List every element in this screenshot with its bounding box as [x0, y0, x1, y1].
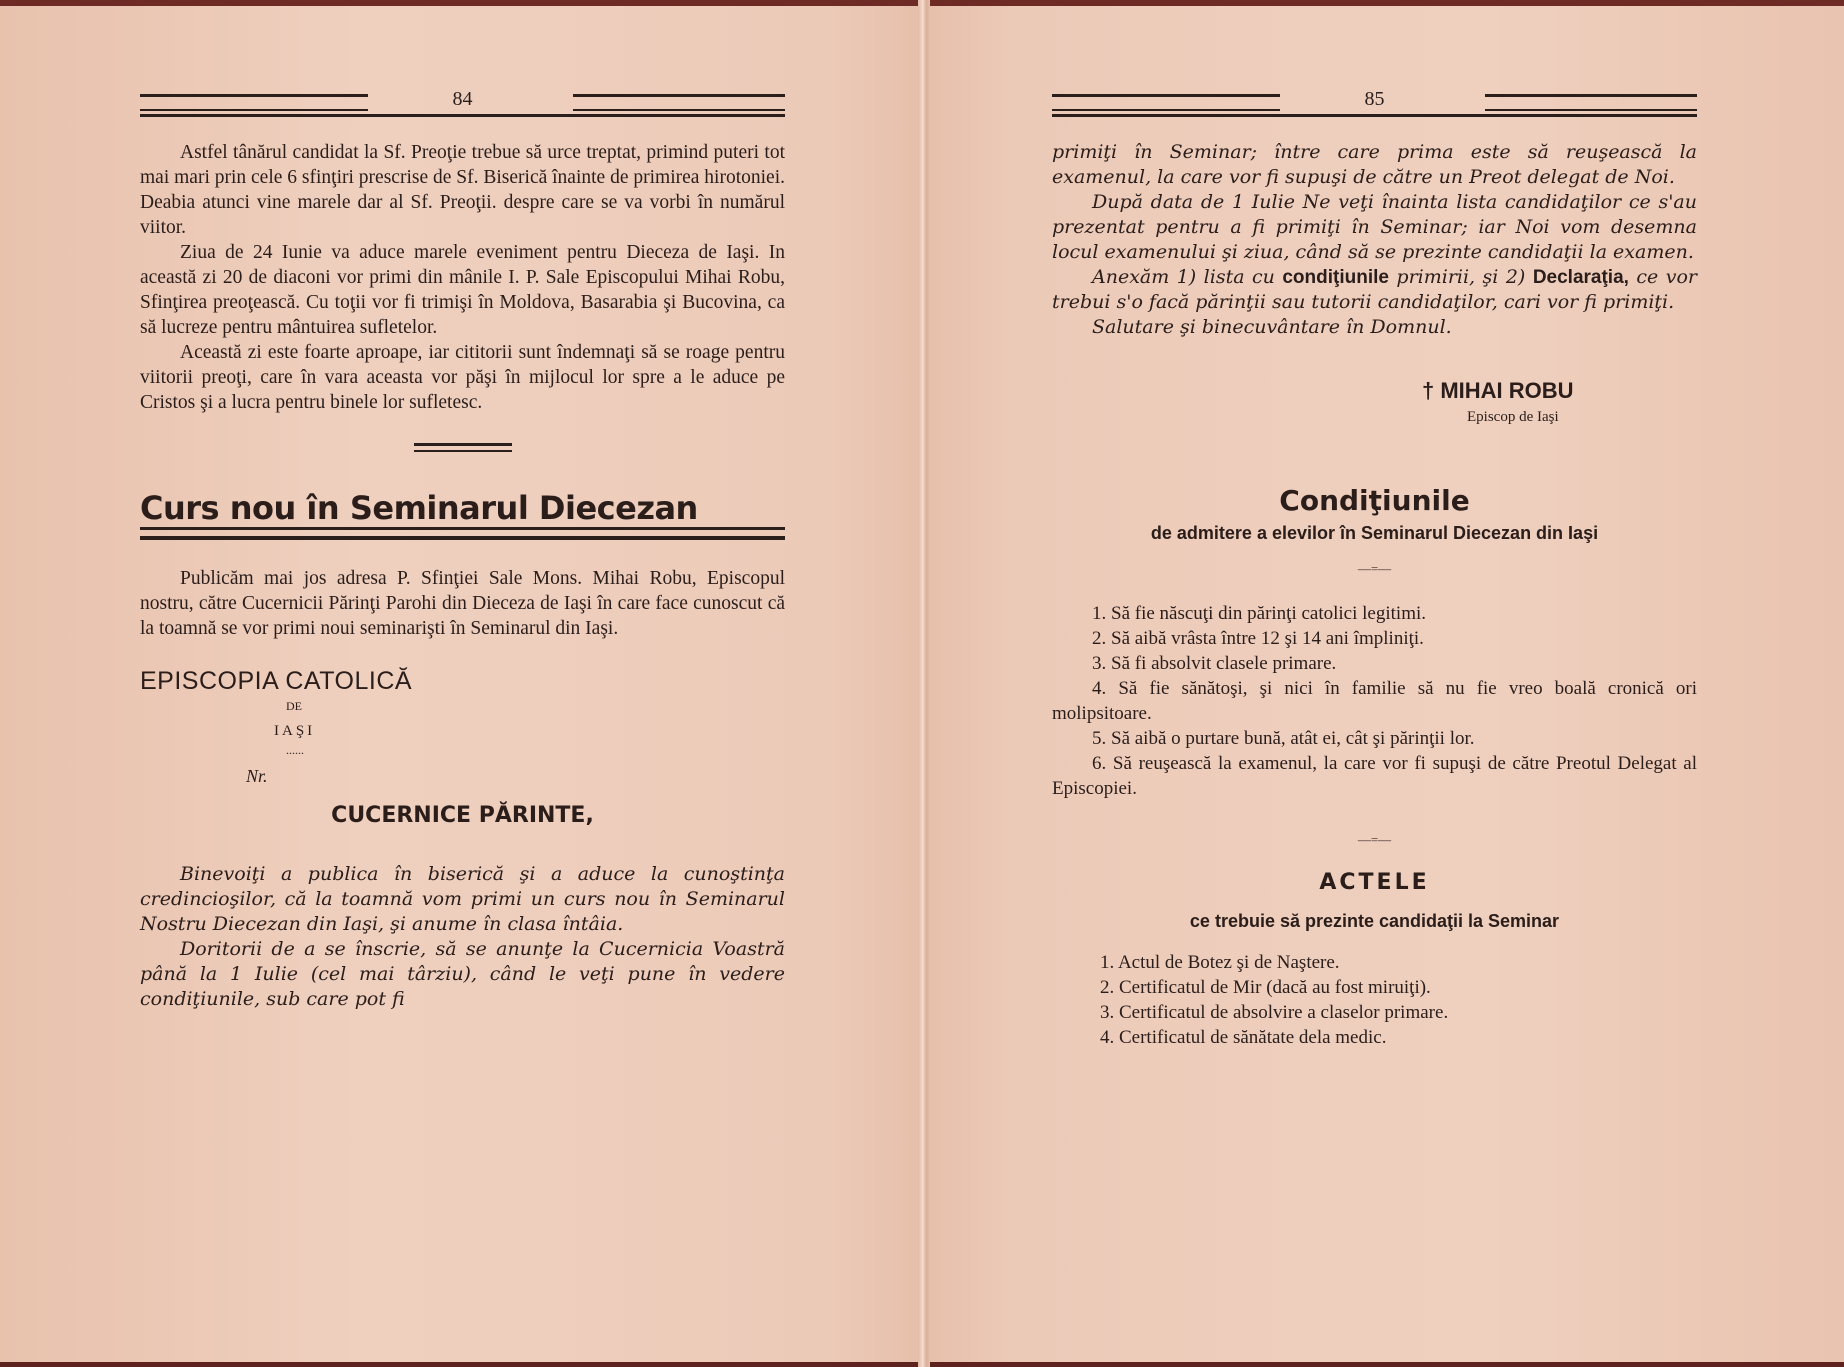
paragraph: Ziua de 24 Iunie va aduce marele eveniment pentru Dieceza de Iaşi. In această zi 20 de diaconi vor primi din mânile I. P. Sale Episcopului Mihai Robu, Sfinţirea preoţească. Cu toţii vor fi trimişi în Moldova, Basarabia şi Bucovina, ca să lucreze pentru mântuirea sufletelor. — [140, 242, 785, 338]
header-rule-bottom — [1052, 114, 1697, 117]
book-spine — [918, 0, 930, 1367]
acts-list — [1100, 950, 1697, 1050]
text-run: Anexăm 1) lista cu — [1092, 266, 1283, 288]
letter-paragraph: Binevoiţi a publica în biserică şi a aduce la cunoştinţa credincioşilor, că la toamnă vom primi un curs nou în Seminarul Nostru Diecezan din Iaşi, şi anume în clasa întâia. — [140, 863, 785, 935]
page-85 — [1052, 0, 1697, 1367]
running-header — [140, 88, 785, 124]
page-84 — [140, 0, 785, 1367]
list-item: 1. Să fie născuţi din părinţi catolici legitimi. — [1092, 603, 1427, 624]
list-item: 1. Actul de Botez şi de Naştere. — [1100, 952, 1340, 973]
salutation: CUCERNICE PĂRINTE, — [331, 803, 594, 828]
header-rule-right — [1485, 94, 1697, 111]
intro-paragraph: Publicăm mai jos adresa P. Sfinţiei Sale Mons. Mihai Robu, Episcopul nostru, către Cucernicii Părinţi Parohi din Dieceza de Iaşi în care face cunoscut că la toamnă se vor primi noui seminarişti în Seminarul din Iaşi. — [140, 568, 785, 639]
letter-paragraph: primiţi în Seminar; între care prima este să reuşească la examenul, la care vor fi supuşi de către un Preot delegat de Noi. — [1052, 141, 1697, 188]
letterhead-number: Nr. — [246, 766, 268, 786]
letterhead-de: DE — [286, 699, 302, 713]
list-item: 4. Certificatul de sănătate dela medic. — [1100, 1027, 1387, 1048]
bold-term: condiţiunile — [1282, 267, 1389, 288]
signature-title: Episcop de Iaşi — [1467, 409, 1559, 425]
letterhead-title: EPISCOPIA CATOLICĂ — [140, 667, 413, 695]
conditions-list — [1052, 601, 1697, 801]
conditions-subheading: de admitere a elevilor în Seminarul Diecezan din Iaşi — [1150, 523, 1599, 543]
running-header — [1052, 88, 1697, 124]
ornament: —=— — [1357, 561, 1392, 576]
list-item: 6. Să reuşească la examenul, la care vor fi supuşi de către Preotul Delegat al Episcopiei. — [1052, 753, 1697, 799]
conditions-heading: Condiţiunile — [1279, 484, 1470, 517]
page-body — [1052, 140, 1697, 1050]
text-run: primirii, şi 2) — [1388, 266, 1533, 288]
list-item: 4. Să fie sănătoşi, şi nici în familie să nu fie vreo boală cronică ori molipsitoare. — [1052, 678, 1697, 724]
list-item: 2. Certificatul de Mir (dacă au fost miruiţi). — [1100, 977, 1431, 998]
text-run: ce vor trebui s'o facă părinţii sau tutorii candidaţilor, cari vor fi primiţi. — [1052, 266, 1697, 313]
bold-term: Declaraţia, — [1532, 267, 1629, 288]
page-body — [140, 140, 785, 1012]
closing-greeting: Salutare şi binecuvântare în Domnul. — [1092, 316, 1452, 338]
paragraph: Astfel tânărul candidat la Sf. Preoţie trebue să urce treptat, primind puteri tot mai mari prin cele 6 sfinţiri prescrise de Sf. Biserică înainte de primirea hirotoniei. Deabia atunci vine marele dar al Sf. Preoţii. despre care se va vorbi în numărul viitor. — [140, 142, 785, 238]
letter-paragraph: După data de 1 Iulie Ne veţi înainta lista candidaţilor ce s'au prezentat pentru a fi primiţi în Seminar; iar Noi vom desemna locul examenului şi ziua, când să se prezinte candidaţii la examen. — [1052, 191, 1697, 263]
letter-paragraph: Doritorii de a se înscrie, să se anunţe la Cucernicia Voastră până la 1 Iulie (cel mai târziu), când le veţi pune în vedere condiţiunile, sub care pot fi — [140, 938, 785, 1010]
header-rule-right — [573, 94, 785, 111]
list-item: 3. Certificatul de absolvire a claselor primare. — [1100, 1002, 1449, 1023]
list-item: 2. Să aibă vrâsta între 12 şi 14 ani împliniţi. — [1092, 628, 1424, 649]
paragraph: Această zi este foarte aproape, iar cititorii sunt îndemnaţi să se roage pentru viitorii preoţi, care în vara aceasta vor păşi în mijlocul lor spre a le aduce pe Cristos şi a lucra pentru binele lor sufletesc. — [140, 342, 785, 413]
list-item: 3. Să fi absolvit clasele primare. — [1092, 653, 1337, 674]
letter-paragraph — [1052, 265, 1697, 315]
letterhead-dots: ...... — [286, 743, 304, 757]
letterhead-city: IAŞI — [274, 723, 316, 739]
page-number: 84 — [452, 88, 473, 110]
title-underline — [140, 527, 785, 540]
header-rule-bottom — [140, 114, 785, 117]
acts-subheading: ce trebuie să prezinte candidaţii la Seminar — [1189, 911, 1560, 931]
section-divider — [414, 443, 512, 452]
section-title: Curs nou în Seminarul Diecezan — [140, 489, 698, 527]
page-number: 85 — [1364, 88, 1385, 110]
signature: † MIHAI ROBU — [1422, 378, 1574, 403]
acts-heading: ACTELE — [1319, 870, 1430, 895]
list-item: 5. Să aibă o purtare bună, atât ei, cât şi părinţii lor. — [1092, 728, 1475, 749]
ornament: —=— — [1357, 832, 1392, 847]
